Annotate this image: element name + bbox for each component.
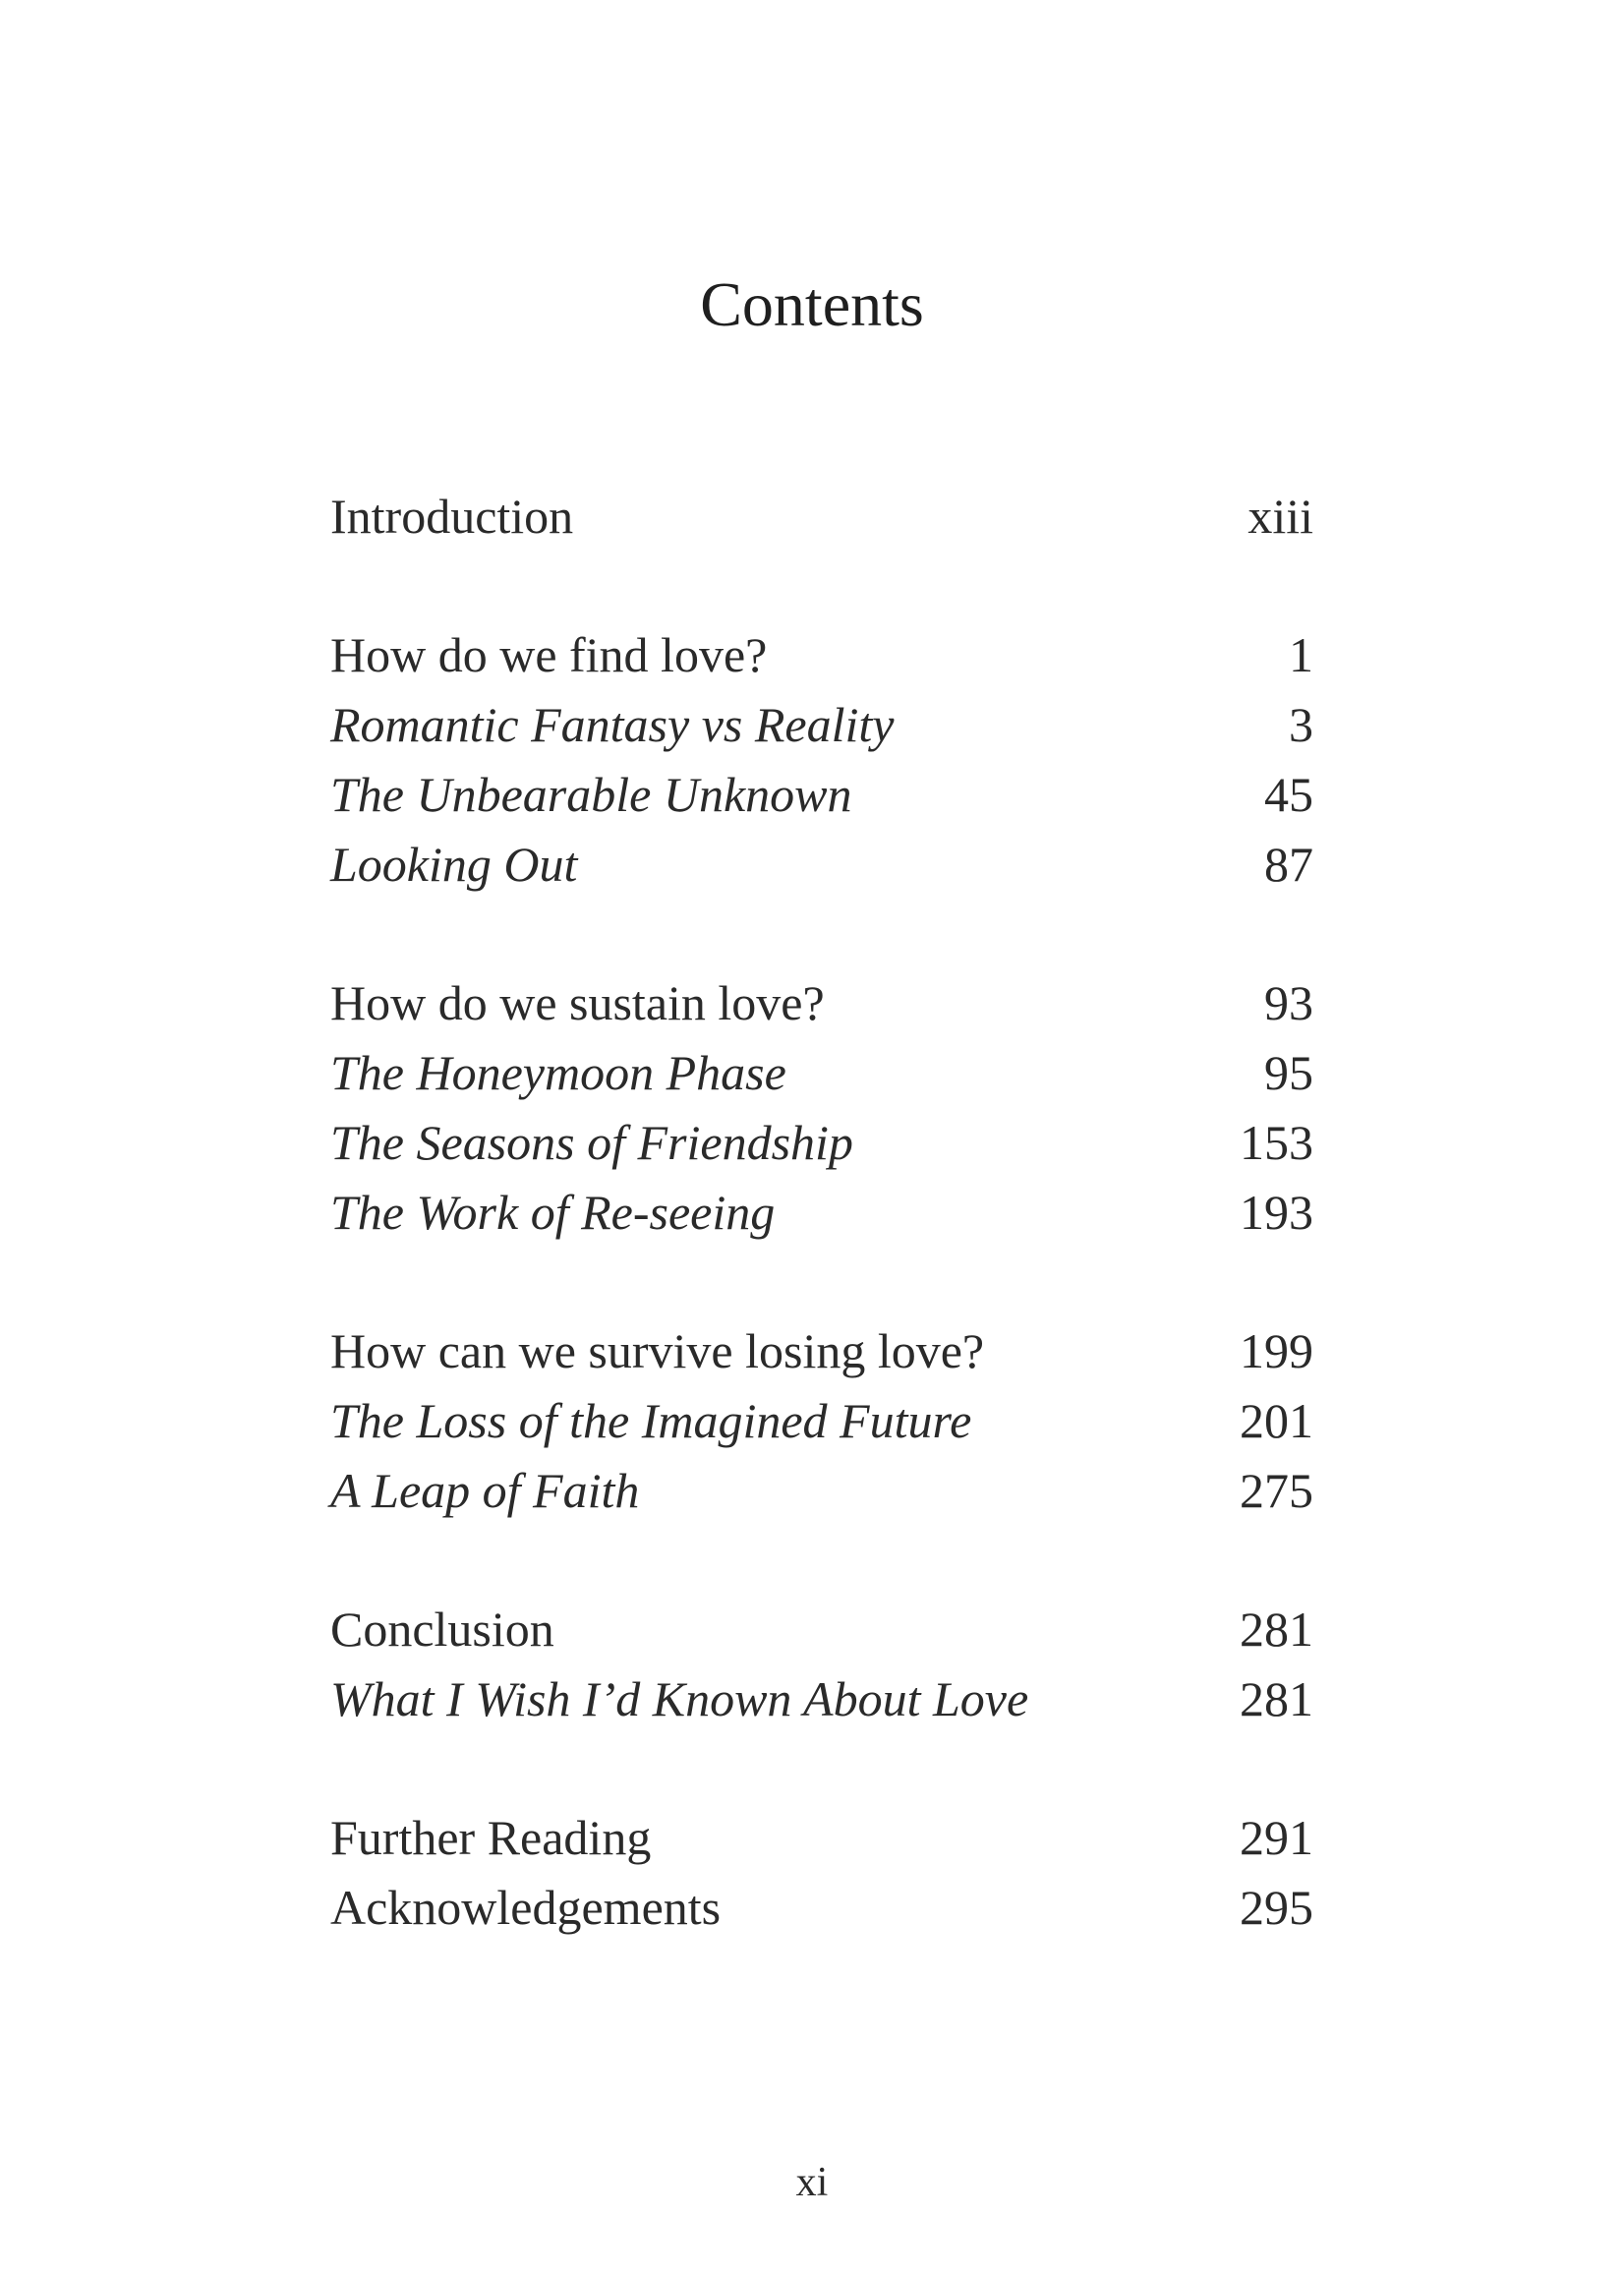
toc-entry-title: How can we survive losing love? xyxy=(330,1323,985,1378)
toc-entry-title: Further Reading xyxy=(330,1810,652,1865)
toc-entry-page: 295 xyxy=(1240,1880,1313,1935)
toc-entry-title: The Seasons of Friendship xyxy=(330,1115,853,1170)
toc-entry-page: 201 xyxy=(1240,1393,1313,1448)
toc-entry[interactable] xyxy=(330,482,1313,552)
toc-entry-title: The Unbearable Unknown xyxy=(330,767,852,822)
table-of-contents xyxy=(330,482,1313,2012)
page-title: Contents xyxy=(700,269,924,339)
toc-section-introduction xyxy=(330,482,1313,552)
toc-entry-page: 153 xyxy=(1240,1115,1313,1170)
toc-section-losing-love xyxy=(330,1316,1313,1526)
toc-entry-title: Romantic Fantasy vs Reality xyxy=(330,697,895,752)
toc-entry-title: Introduction xyxy=(330,489,574,544)
toc-entry-title: Looking Out xyxy=(330,837,578,892)
toc-entry-page: 1 xyxy=(1289,627,1313,682)
toc-section-back-matter xyxy=(330,1803,1313,1943)
toc-entry-title: The Work of Re-seeing xyxy=(330,1185,776,1240)
page-number: xi xyxy=(795,2160,829,2205)
toc-entry-title: The Honeymoon Phase xyxy=(330,1045,786,1100)
toc-entry-title: What I Wish I’d Known About Love xyxy=(330,1671,1029,1726)
toc-chapter[interactable] xyxy=(330,1664,1313,1734)
toc-entry-page: 281 xyxy=(1240,1671,1313,1726)
toc-chapter[interactable] xyxy=(330,1456,1313,1526)
toc-entry-page: 281 xyxy=(1240,1602,1313,1657)
toc-entry-page: 291 xyxy=(1240,1810,1313,1865)
toc-entry-page: 275 xyxy=(1240,1463,1313,1518)
toc-entry-title: How do we find love? xyxy=(330,627,768,682)
toc-section-find-love xyxy=(330,620,1313,900)
toc-part-heading[interactable] xyxy=(330,620,1313,690)
toc-entry-page: 193 xyxy=(1240,1185,1313,1240)
toc-entry[interactable] xyxy=(330,1803,1313,1873)
toc-section-conclusion xyxy=(330,1595,1313,1734)
toc-entry-page: 87 xyxy=(1264,837,1313,892)
toc-chapter[interactable] xyxy=(330,830,1313,900)
toc-part-heading[interactable] xyxy=(330,968,1313,1038)
toc-entry-page: 93 xyxy=(1264,975,1313,1030)
toc-chapter[interactable] xyxy=(330,1038,1313,1108)
toc-entry-page: 45 xyxy=(1264,767,1313,822)
toc-entry-title: Acknowledgements xyxy=(330,1880,722,1935)
toc-chapter[interactable] xyxy=(330,1386,1313,1456)
toc-entry-page: 95 xyxy=(1264,1045,1313,1100)
toc-chapter[interactable] xyxy=(330,1178,1313,1248)
toc-chapter[interactable] xyxy=(330,1108,1313,1178)
toc-part-heading[interactable] xyxy=(330,1595,1313,1664)
toc-entry-page: xiii xyxy=(1247,489,1313,544)
toc-chapter[interactable] xyxy=(330,760,1313,830)
toc-part-heading[interactable] xyxy=(330,1316,1313,1386)
toc-entry-title: The Loss of the Imagined Future xyxy=(330,1393,972,1448)
toc-entry-page: 3 xyxy=(1289,697,1313,752)
toc-chapter[interactable] xyxy=(330,690,1313,760)
toc-entry-title: How do we sustain love? xyxy=(330,975,825,1030)
toc-entry[interactable] xyxy=(330,1873,1313,1943)
toc-entry-title: A Leap of Faith xyxy=(330,1463,640,1518)
toc-section-sustain-love xyxy=(330,968,1313,1248)
toc-entry-title: Conclusion xyxy=(330,1602,554,1657)
toc-entry-page: 199 xyxy=(1240,1323,1313,1378)
